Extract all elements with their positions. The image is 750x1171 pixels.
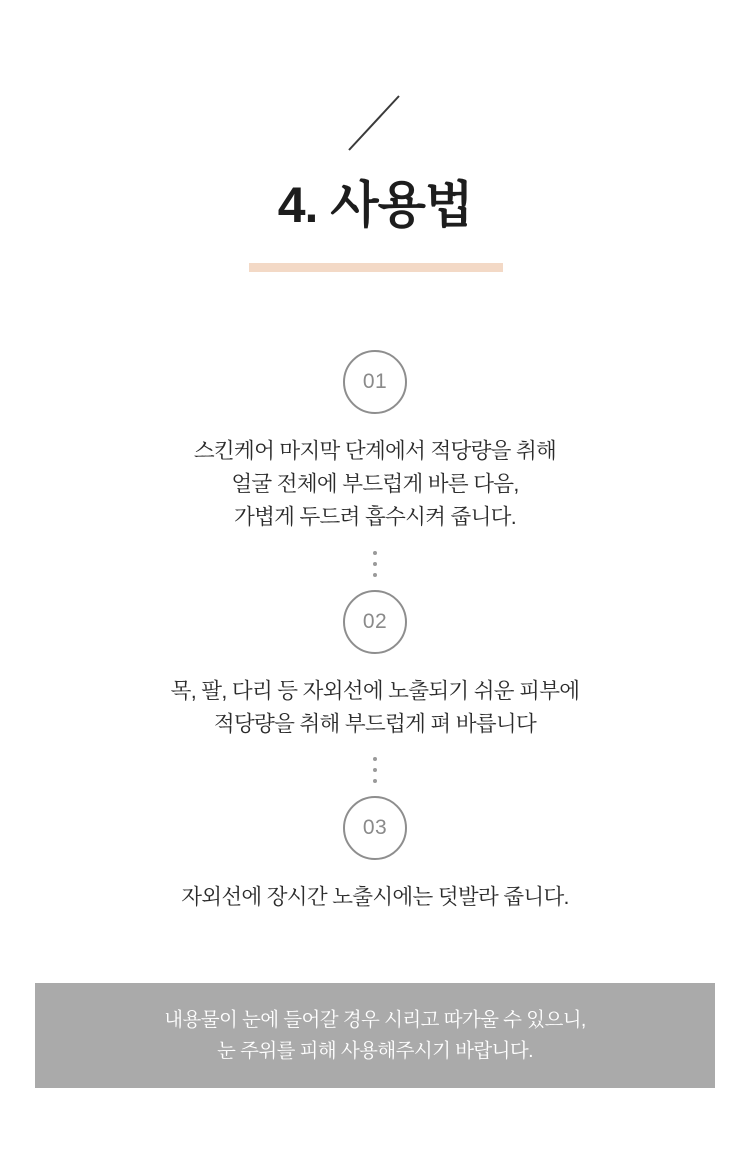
step-item bbox=[0, 796, 750, 914]
step-item bbox=[0, 350, 750, 534]
dot bbox=[373, 757, 377, 761]
step-text-line: 목, 팔, 다리 등 자외선에 노출되기 쉬운 피부에 bbox=[170, 678, 580, 703]
step-text-line: 얼굴 전체에 부드럽게 바른 다음, bbox=[231, 471, 519, 496]
notice-line: 눈 주위를 피해 사용해주시기 바랍니다. bbox=[217, 1039, 533, 1062]
diagonal-line-icon bbox=[345, 92, 405, 154]
dot bbox=[373, 562, 377, 566]
step-description bbox=[0, 881, 750, 914]
dot bbox=[373, 573, 377, 577]
step-divider-dots bbox=[0, 551, 750, 577]
caution-notice bbox=[35, 983, 715, 1088]
dot bbox=[373, 551, 377, 555]
notice-line: 내용물이 눈에 들어갈 경우 시리고 따가울 수 있으니, bbox=[164, 1009, 586, 1032]
step-number-badge: 02 bbox=[343, 590, 407, 654]
dot bbox=[373, 768, 377, 772]
step-divider-dots bbox=[0, 757, 750, 783]
step-description bbox=[0, 435, 750, 534]
step-text-line: 가볍게 두드려 흡수시켜 줍니다. bbox=[234, 504, 516, 529]
page-title: 4. 사용법 bbox=[277, 177, 473, 233]
dot bbox=[373, 779, 377, 783]
diagonal-slash-decoration bbox=[0, 92, 750, 154]
step-number-badge: 03 bbox=[343, 796, 407, 860]
step-text-line: 스킨케어 마지막 단계에서 적당량을 취해 bbox=[193, 439, 557, 463]
step-text-line: 자외선에 장시간 노출시에는 덧발라 줍니다. bbox=[181, 885, 569, 910]
step-number-badge: 01 bbox=[343, 350, 407, 414]
step-description bbox=[0, 675, 750, 741]
steps-list bbox=[0, 350, 750, 914]
step-text-line: 적당량을 취해 부드럽게 펴 바릅니다 bbox=[213, 711, 537, 736]
title-underline bbox=[249, 263, 503, 272]
step-item bbox=[0, 590, 750, 741]
